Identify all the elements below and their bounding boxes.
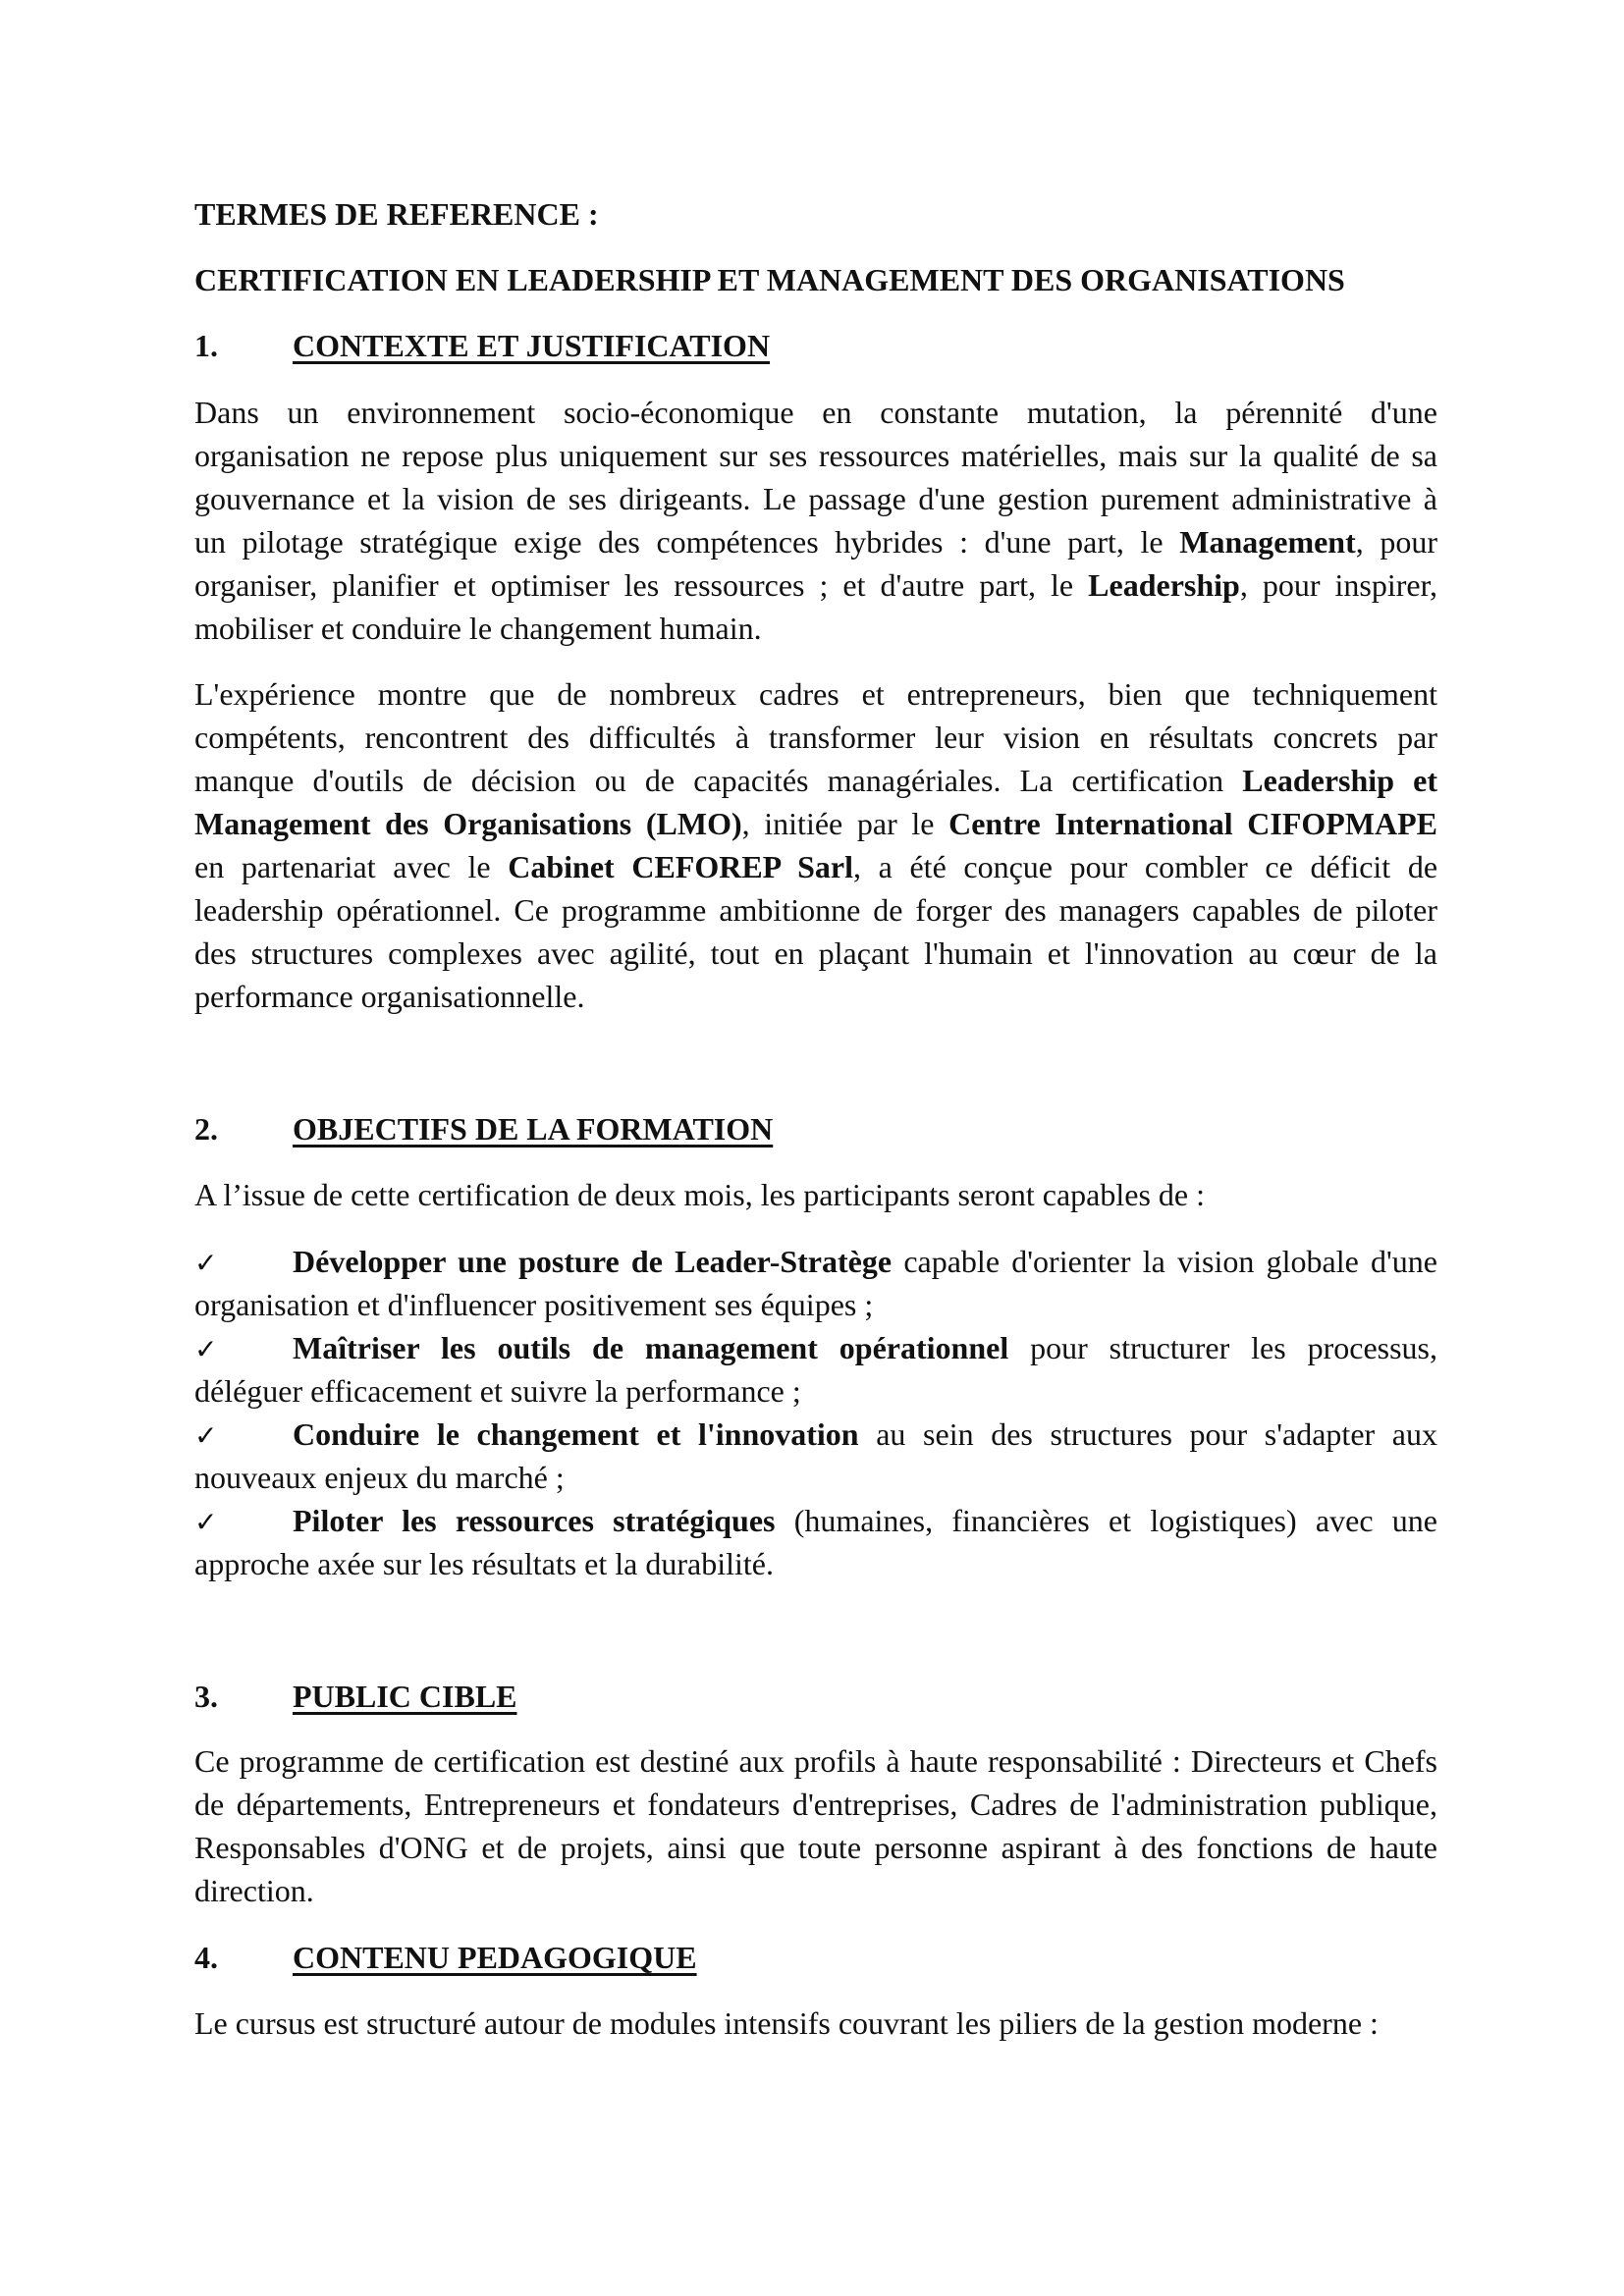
section-heading-3 <box>194 1675 1437 1718</box>
text-line <box>194 759 1437 802</box>
checkmark-icon: ✓ <box>194 1333 218 1365</box>
text-run: , pour inspirer, <box>1239 567 1438 603</box>
text-run: des structures complexes avec agilité, tout en plaçant l'humain et l'innovation au cœur de la <box>194 935 1437 971</box>
section-title: OBJECTIFS DE LA FORMATION <box>293 1111 774 1147</box>
text-run: gouvernance et la vision de ses dirigeants. Le passage d'une gestion purement administrative à <box>194 481 1437 516</box>
text-line <box>194 477 1437 520</box>
section-number: 3. <box>194 1679 218 1714</box>
section-number: 2. <box>194 1111 218 1147</box>
bold-text: Management <box>1179 524 1356 560</box>
text-run: compétents, rencontrent des difficultés à transformer leur vision en résultats concrets par <box>194 720 1437 755</box>
text-run: pour structurer les processus, <box>1008 1330 1438 1365</box>
bold-text: Leadership <box>1088 567 1240 603</box>
text-run: Dans un environnement socio-économique en constante mutation, la pérennité d'une <box>194 395 1437 430</box>
text-line <box>194 391 1437 434</box>
bold-text: Leadership et <box>1242 763 1438 798</box>
document-title: TERMES DE REFERENCE : <box>194 196 599 232</box>
text-run: organiser, planifier et optimiser les ressources ; et d'autre part, le <box>194 567 1089 603</box>
text-run: capable d'orienter la vision globale d'une <box>892 1244 1438 1279</box>
text-line: de départements, Entrepreneurs et fondateurs d'entreprises, Cadres de l'administration publique, <box>194 1787 1437 1822</box>
text-run: , pour <box>1355 524 1438 560</box>
text-run: leadership opérationnel. Ce programme ambitionne de forger des managers capables de piloter <box>194 892 1437 928</box>
text-line: déléguer efficacement et suivre la performance ; <box>194 1373 801 1409</box>
text-run: performance organisationnelle. <box>194 979 585 1014</box>
objective-item <box>194 1326 1437 1413</box>
text-line <box>194 1413 1437 1456</box>
text-line: nouveaux enjeux du marché ; <box>194 1460 565 1495</box>
text-run: organisation ne repose plus uniquement sur ses ressources matérielles, mais sur la qualité de sa <box>194 438 1437 473</box>
text-run: L'expérience montre que de nombreux cadres et entrepreneurs, bien que techniquement <box>194 676 1437 712</box>
section-heading-4 <box>194 1936 1437 1979</box>
section-title: CONTENU PEDAGOGIQUE <box>293 1940 697 1975</box>
text-line <box>194 1499 1437 1542</box>
text-run: , a été conçue pour combler ce déficit de <box>853 849 1438 884</box>
text-line <box>194 607 1437 650</box>
objectives-intro: A l’issue de cette certification de deux mois, les participants seront capables de : <box>194 1177 1205 1212</box>
text-line <box>194 434 1437 477</box>
text-line: approche axée sur les résultats et la durabilité. <box>194 1546 774 1581</box>
checkmark-icon: ✓ <box>194 1419 218 1452</box>
text-run: en partenariat avec le <box>194 849 509 884</box>
text-line <box>194 672 1437 716</box>
text-line: direction. <box>194 1873 314 1908</box>
paragraph-justification <box>194 672 1437 1018</box>
bold-text: Développer une posture de Leader-Stratège <box>293 1244 893 1279</box>
text-run: mobiliser et conduire le changement humain. <box>194 611 762 646</box>
text-run: un pilotage stratégique exige des compétences hybrides : d'une part, le <box>194 524 1180 560</box>
section-number: 1. <box>194 328 218 363</box>
objective-item <box>194 1240 1437 1326</box>
bold-text: Management des Organisations (LMO) <box>194 806 742 841</box>
text-line <box>194 802 1437 845</box>
bold-text: Maîtriser les outils de management opérationnel <box>293 1330 1009 1365</box>
objective-item <box>194 1499 1437 1585</box>
text-line <box>194 888 1437 932</box>
text-line <box>194 563 1437 607</box>
bold-text: Cabinet CEFOREP Sarl <box>508 849 853 884</box>
text-run: , initiée par le <box>741 806 949 841</box>
paragraph-context <box>194 391 1437 650</box>
text-line <box>194 520 1437 563</box>
text-line <box>194 932 1437 975</box>
bold-text: Piloter les ressources stratégiques <box>293 1503 776 1538</box>
document-subtitle: CERTIFICATION EN LEADERSHIP ET MANAGEMENT DES ORGANISATIONS <box>194 262 1345 297</box>
section-number: 4. <box>194 1940 218 1975</box>
pedagogical-content-intro: Le cursus est structuré autour de modules intensifs couvrant les piliers de la gestion moderne : <box>194 2005 1379 2041</box>
text-line <box>194 975 1437 1018</box>
section-title: PUBLIC CIBLE <box>293 1679 517 1714</box>
text-line: Responsables d'ONG et de projets, ainsi que toute personne aspirant à des fonctions de haute <box>194 1830 1437 1865</box>
section-title: CONTEXTE ET JUSTIFICATION <box>293 328 771 363</box>
paragraph-target-audience <box>194 1739 1437 1912</box>
text-line <box>194 1326 1437 1369</box>
text-run: au sein des structures pour s'adapter aux <box>858 1416 1438 1452</box>
bold-text: Conduire le changement et l'innovation <box>293 1416 859 1452</box>
checkmark-icon: ✓ <box>194 1247 218 1279</box>
section-heading-2 <box>194 1107 1437 1150</box>
text-line <box>194 845 1437 888</box>
text-line <box>194 716 1437 759</box>
text-line: organisation et d'influencer positivement ses équipes ; <box>194 1287 874 1322</box>
checkmark-icon: ✓ <box>194 1506 218 1538</box>
bold-text: Centre International CIFOPMAPE <box>948 806 1438 841</box>
text-run: manque d'outils de décision ou de capacités managériales. La certification <box>194 763 1243 798</box>
text-line <box>194 1240 1437 1283</box>
section-heading-1 <box>194 324 1437 367</box>
objective-item <box>194 1413 1437 1499</box>
text-run: (humaines, financières et logistiques) avec une <box>775 1503 1438 1538</box>
text-line: Ce programme de certification est destiné aux profils à haute responsabilité : Directeurs et Chefs <box>194 1743 1437 1779</box>
objectives-list <box>194 1240 1437 1585</box>
